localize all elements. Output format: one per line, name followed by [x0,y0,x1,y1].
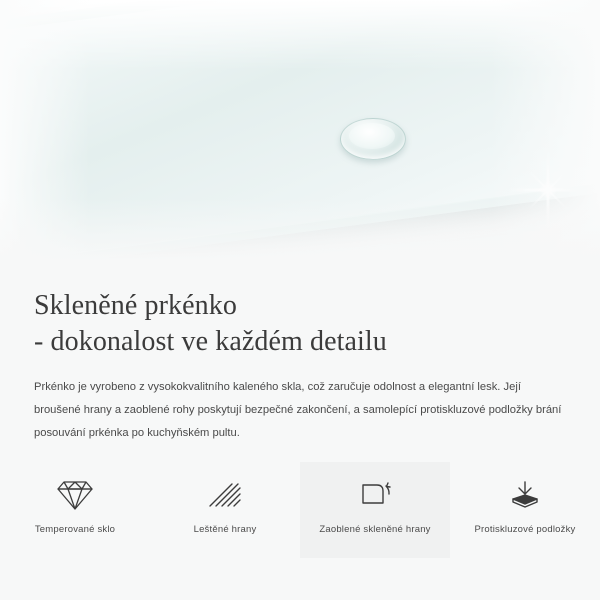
hero-fade-bottom [0,198,600,268]
suction-pad-inner [349,123,395,149]
headline-line-1: Skleněné prkénko [34,290,237,321]
feature-item-rounded-edges [300,462,450,558]
feature-label: Protiskluzové podložky [474,524,576,535]
rounded-corner-icon [352,474,398,516]
feature-strip [0,462,600,558]
feature-label: Zaoblené skleněné hrany [319,524,431,535]
feature-label: Leštěné hrany [193,524,257,535]
anti-slip-pad-icon [503,474,547,516]
feature-item-tempered-glass [0,462,150,558]
diamond-icon [54,474,96,516]
headline-line-2: - dokonalost ve každém detailu [34,325,387,357]
polished-edges-icon [204,474,246,516]
feature-label: Temperované sklo [34,524,116,535]
description-paragraph: Prkénko je vyrobeno z vysokokvalitního kaleného skla, což zaručuje odolnost a elegantní lesk. Její broušené hrany a zaoblené rohy poskytují bezpečné zakončení, a samolepící protiskluzové podložky brání posouvání prkénka po kuchyňském pultu. [34,380,562,439]
feature-item-anti-slip-pads [450,462,600,558]
page-title [34,288,566,360]
feature-item-polished-edges [150,462,300,558]
hero-image [0,0,600,268]
content-block [0,268,600,445]
